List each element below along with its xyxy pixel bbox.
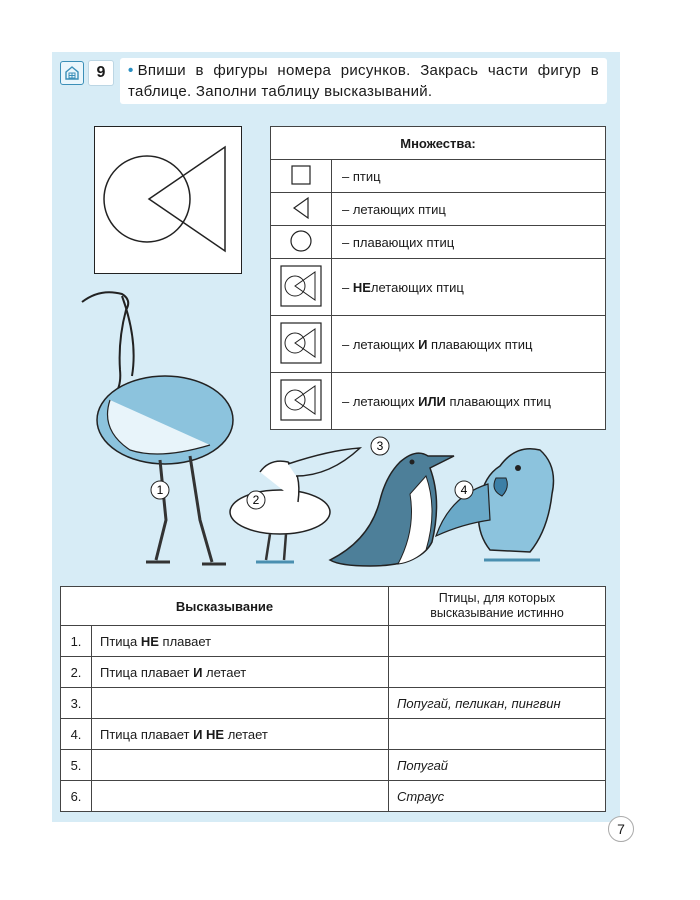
bullet-icon: • xyxy=(128,62,134,79)
penguin-illustration xyxy=(330,453,454,566)
set-label-flying-or-swimming: – летающих ИЛИ плавающих птиц xyxy=(332,373,606,430)
bird-number-label: 2 xyxy=(252,493,260,507)
table-row: 6. Страус xyxy=(61,781,606,812)
triangle-icon xyxy=(271,193,332,226)
table-row: 1. Птица НЕ плавает xyxy=(61,626,606,657)
statement-cell[interactable]: Птица плавает И НЕ летает xyxy=(92,719,389,750)
bird-number-label: 1 xyxy=(156,483,164,497)
statement-cell[interactable] xyxy=(92,688,389,719)
answer-cell[interactable]: Страус xyxy=(389,781,606,812)
table-row: 2. Птица плавает И летает xyxy=(61,657,606,688)
venn-diagram[interactable] xyxy=(94,126,242,274)
set-label-swimming: – плавающих птиц xyxy=(332,226,606,259)
answer-cell[interactable] xyxy=(389,657,606,688)
instruction-text: Впиши в фигуры номера рисунков. Закрась части фигур в таблице. Заполни таблицу высказываний. xyxy=(128,62,599,100)
birds-column-header: Птицы, для которых высказывание истинно xyxy=(389,587,606,626)
statement-cell[interactable]: Птица плавает И летает xyxy=(92,657,389,688)
ostrich-illustration xyxy=(82,292,233,564)
sets-header: Множества: xyxy=(271,127,606,160)
page-number: 7 xyxy=(608,816,634,842)
statement-cell[interactable]: Птица НЕ плавает xyxy=(92,626,389,657)
statement-column-header: Высказывание xyxy=(61,587,389,626)
answer-cell[interactable]: Попугай, пеликан, пингвин xyxy=(389,688,606,719)
answer-cell[interactable] xyxy=(389,719,606,750)
statement-cell[interactable] xyxy=(92,781,389,812)
birds-illustration xyxy=(70,280,600,580)
task-instruction xyxy=(120,58,607,104)
bird-number-label: 3 xyxy=(376,439,384,453)
answer-cell[interactable] xyxy=(389,626,606,657)
answer-cell[interactable]: Попугай xyxy=(389,750,606,781)
set-label-birds: – птиц xyxy=(332,160,606,193)
task-number: 9 xyxy=(88,60,114,86)
statement-cell[interactable] xyxy=(92,750,389,781)
bird-number-label: 4 xyxy=(460,483,468,497)
set-label-flying: – летающих птиц xyxy=(332,193,606,226)
statements-table xyxy=(60,586,606,812)
table-row: 3. Попугай, пеликан, пингвин xyxy=(61,688,606,719)
square-icon xyxy=(271,160,332,193)
set-label-not-flying: – НЕлетающих птиц xyxy=(332,259,606,316)
grid-house-icon xyxy=(60,61,84,85)
table-row: 5. Попугай xyxy=(61,750,606,781)
set-label-flying-and-swimming: – летающих И плавающих птиц xyxy=(332,316,606,373)
circle-icon xyxy=(271,226,332,259)
parrot-illustration xyxy=(436,449,554,560)
table-row: 4. Птица плавает И НЕ летает xyxy=(61,719,606,750)
